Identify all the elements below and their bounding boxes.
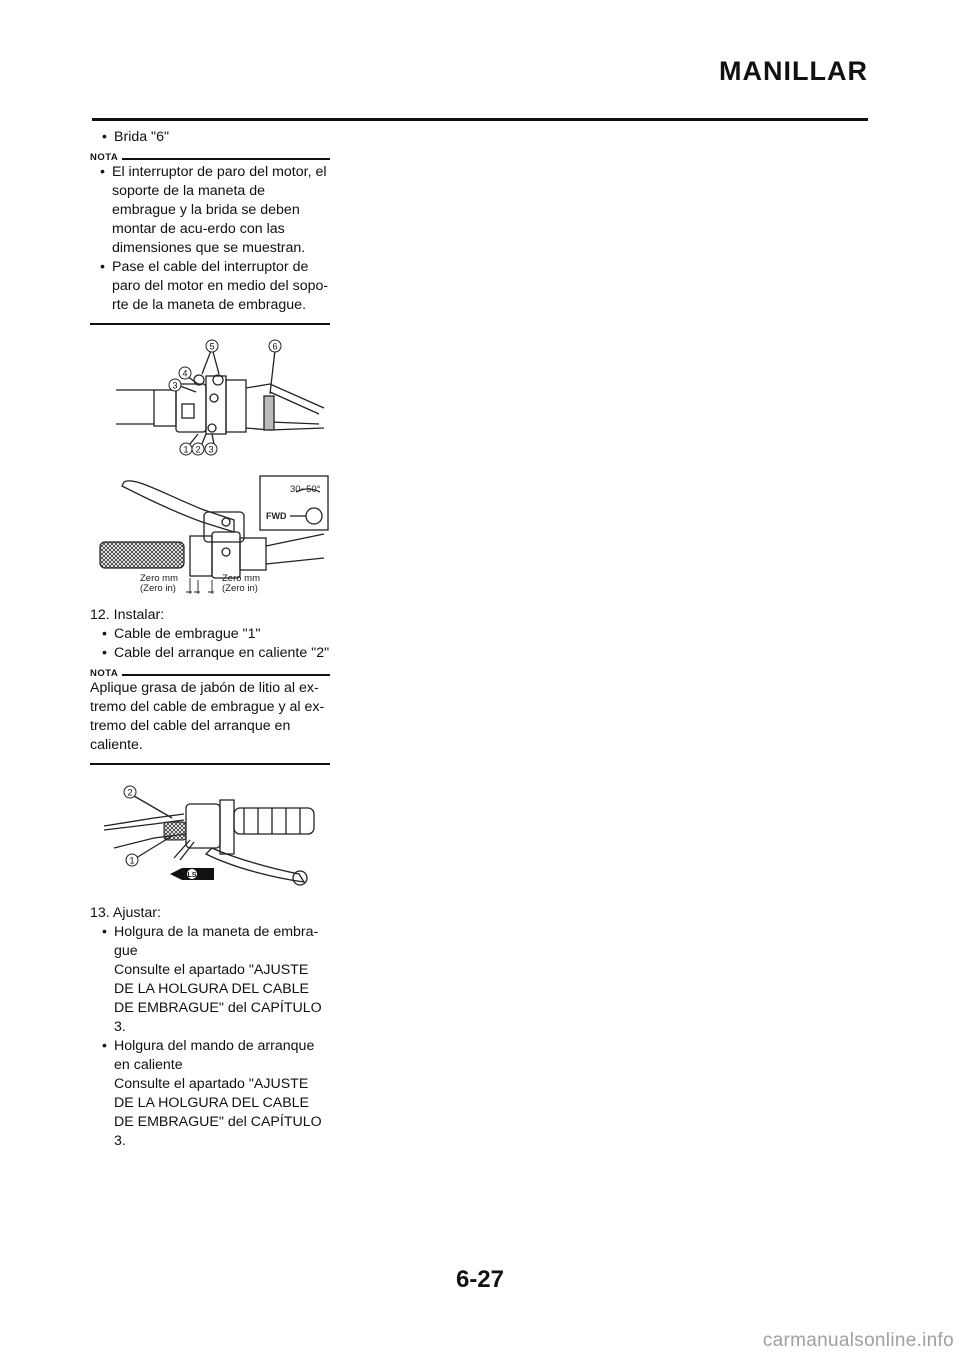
callout-label: 2 — [127, 787, 133, 798]
figure-switch-assembly — [94, 332, 334, 462]
callout-label: 2 — [195, 444, 201, 455]
page-number: 6-27 — [455, 1266, 505, 1293]
nota-rule — [122, 674, 330, 676]
angle-label: 30~50° — [290, 484, 321, 495]
grease-icon — [170, 868, 214, 880]
step-13 — [90, 904, 330, 1151]
nota-item: • El interruptor de paro del motor, el soporte de la maneta de embrague y la brida se deben montar de acu-erdo con las dimensiones que se muestran. — [90, 163, 330, 258]
dimension-label: (Zero in) — [222, 583, 258, 594]
dimension-label: Zero mm — [140, 573, 178, 584]
callout-label: 3 — [208, 444, 214, 455]
nota-label: NOTA — [90, 667, 119, 679]
callout-label: 1 — [183, 444, 189, 455]
nota-text: Aplique grasa de jabón de litio al ex-tremo del cable de embrague y al ex-tremo del cable del arranque en caliente. — [90, 680, 325, 753]
nota-end-rule — [90, 763, 330, 765]
nota-label: NOTA — [90, 151, 119, 163]
step-12 — [90, 606, 330, 765]
nota-end-rule — [90, 323, 330, 325]
step-reference: Consulte el apartado "AJUSTE DE LA HOLGURA DEL CABLE DE EMBRAGUE" del CAPÍTULO 3. — [114, 1076, 322, 1149]
nota-header — [90, 667, 330, 679]
figure-cable-grease — [94, 778, 334, 892]
step-heading: 13. Ajustar: — [90, 905, 161, 921]
step-bullet: • Holgura de la maneta de embra-gue — [90, 923, 330, 961]
callout-label: 1 — [129, 855, 135, 866]
fwd-label: FWD — [266, 511, 287, 521]
step-bullet: • Cable del arranque en caliente "2" — [90, 644, 330, 663]
step-bullet: • Cable de embrague "1" — [90, 625, 330, 644]
page-title: MANILLAR — [719, 56, 868, 86]
callout-label: 6 — [272, 341, 278, 352]
step-heading: 12. Instalar: — [90, 607, 165, 623]
grease-label: LS — [187, 872, 197, 879]
callout-label: 5 — [209, 341, 215, 352]
title-rule — [92, 118, 868, 121]
block-clamp-nota — [90, 128, 330, 325]
bullet-brida: • Brida "6" — [90, 128, 330, 147]
watermark-url: carmanualsonline.info — [762, 1330, 954, 1351]
callout-label: 4 — [182, 368, 188, 379]
nota-header — [90, 151, 330, 163]
nota-item: • Pase el cable del interruptor de paro del motor en medio del sopo-rte de la maneta de embrague. — [90, 258, 330, 315]
dimension-label: Zero mm — [222, 573, 260, 584]
step-reference: Consulte el apartado "AJUSTE DE LA HOLGURA DEL CABLE DE EMBRAGUE" del CAPÍTULO 3. — [114, 962, 322, 1035]
figure-lever-dimensions — [94, 470, 334, 598]
callout-label: 3 — [172, 380, 178, 391]
dimension-label: (Zero in) — [140, 583, 176, 594]
nota-rule — [122, 158, 330, 160]
step-bullet: • Holgura del mando de arranque en caliente — [90, 1037, 330, 1075]
